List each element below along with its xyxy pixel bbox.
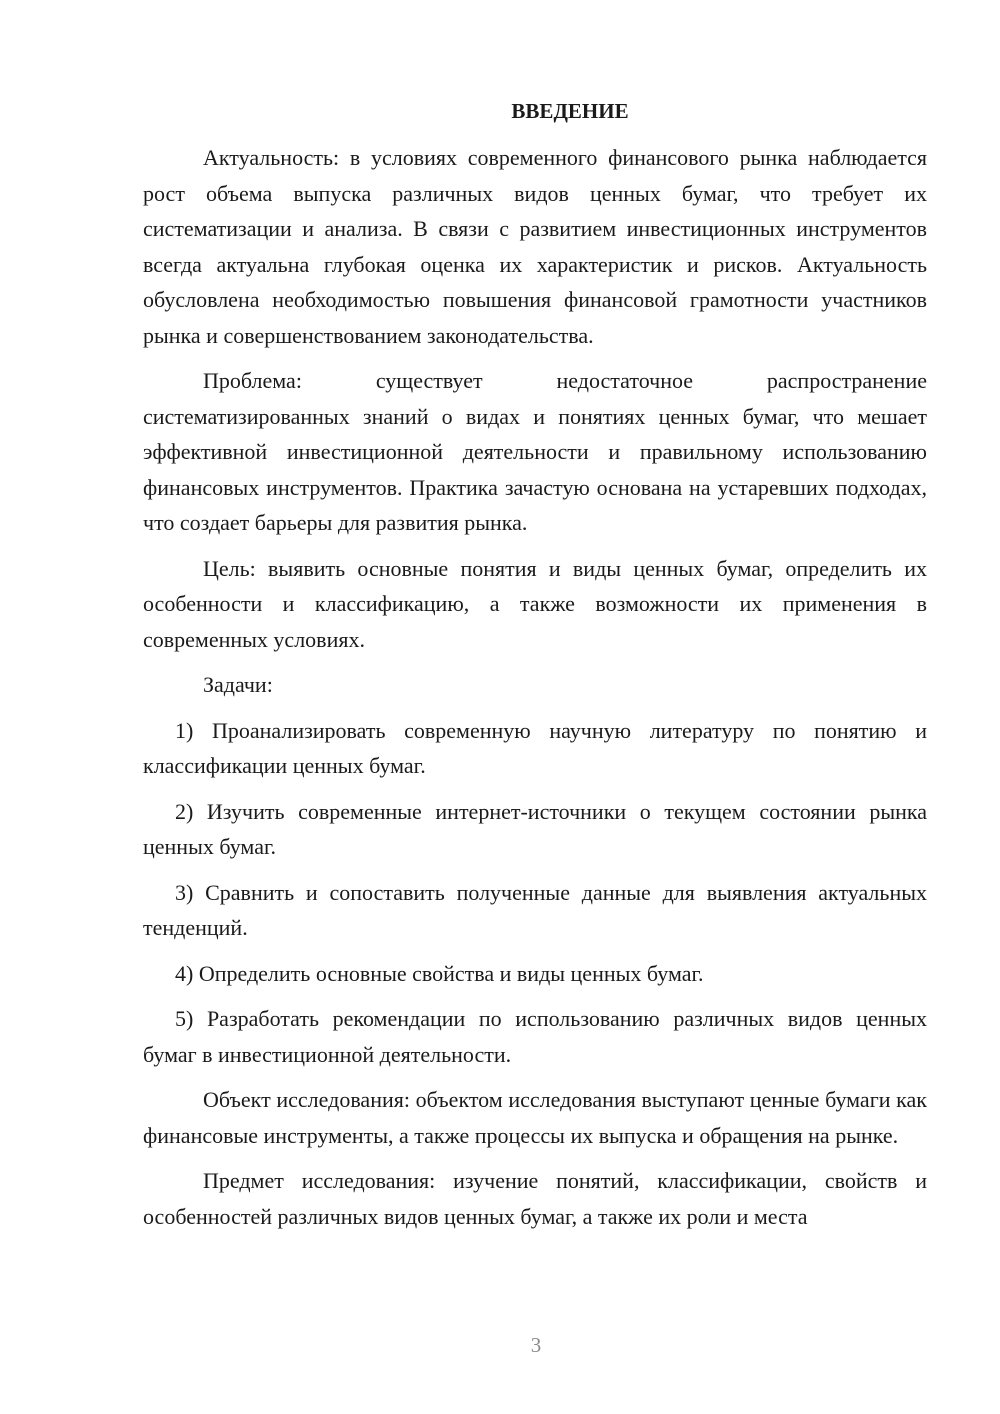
page-content (143, 94, 927, 1244)
task-item-3: 3) Сравнить и сопоставить полученные данные для выявления актуальных тенденций. (143, 879, 927, 940)
task-item-1: 1) Проанализировать современную научную литературу по понятию и классификации ценных бумаг. (143, 717, 927, 778)
task-item-2: 2) Изучить современные интернет-источники о текущем состоянии рынка ценных бумаг. (143, 798, 927, 859)
goal-paragraph: Цель: выявить основные понятия и виды ценных бумаг, определить их особенности и классификацию, а также возможности их применения в современных условиях. (143, 555, 927, 652)
relevance-paragraph: Актуальность: в условиях современного финансового рынка наблюдается рост объема выпуска различных видов ценных бумаг, что требует их систематизации и анализа. В связи с развитием инвестиционных инструментов всегда актуальна глубокая оценка их характеристик и рисков. Актуальность обусловлена необходимостью повышения финансовой грамотности участников рынка и совершенствованием законодательства. (143, 145, 927, 348)
tasks-label: Задачи: (203, 672, 273, 697)
subject-paragraph: Предмет исследования: изучение понятий, классификации, свойств и особенностей различных видов ценных бумаг, а также их роли и места (143, 1168, 927, 1229)
page-title: ВВЕДЕНИЕ (511, 99, 629, 123)
object-paragraph: Объект исследования: объектом исследования выступают ценные бумаги как финансовые инструменты, а также процессы их выпуска и обращения на рынке. (143, 1087, 927, 1148)
task-item-5: 5) Разработать рекомендации по использованию различных видов ценных бумаг в инвестиционной деятельности. (143, 1006, 927, 1067)
task-item-4: 4) Определить основные свойства и виды ценных бумаг. (175, 960, 704, 986)
problem-paragraph: Проблема: существует недостаточное распространение систематизированных знаний о видах и понятиях ценных бумаг, что мешает эффективной инвестиционной деятельности и правильному использованию финансовых инструментов. Практика зачастую основана на устаревших подходах, что создает барьеры для развития рынка. (143, 368, 927, 535)
page-number: 3 (530, 1333, 542, 1357)
